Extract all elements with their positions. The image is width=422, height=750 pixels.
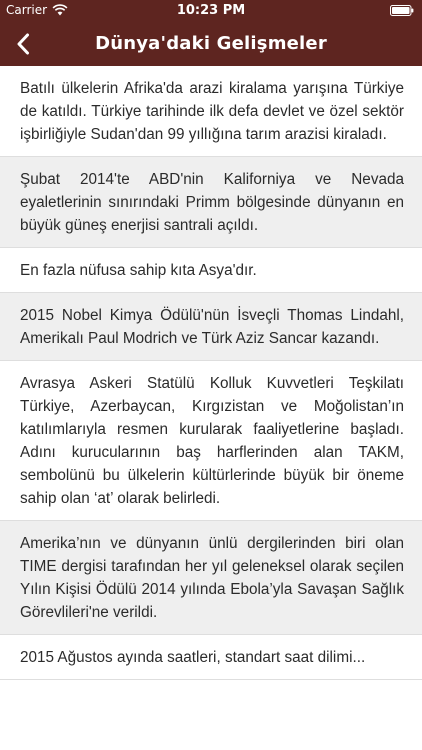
page-title: Dünya'daki Gelişmeler [95,33,327,54]
status-bar [0,0,422,22]
carrier-label: Carrier [6,3,48,17]
battery-icon [390,5,414,16]
navigation-bar [0,22,422,66]
news-list[interactable] [0,66,422,750]
list-item[interactable]: Avrasya Askeri Statülü Kolluk Kuvvetleri Teşkilatı Türkiye, Azerbaycan, Kırgızistan ve Moğolistan’ın katılımlarıyla resmen kurularak faaliyetlerine başladı. Adını kurucularının baş harflerinden alan TAKM, sembolünü bu ülkelerin kültürlerinde büyük bir öneme sahip olan ‘at’ olarak belirledi. [0,361,422,521]
status-time: 10:23 PM [176,3,246,18]
list-item[interactable]: En fazla nüfusa sahip kıta Asya'dır. [0,248,422,293]
list-item[interactable]: 2015 Nobel Kimya Ödülü'nün İsveçli Thomas Lindahl, Amerikalı Paul Modrich ve Türk Aziz Sancar kazandı. [0,293,422,361]
top-bar [0,0,422,66]
list-item[interactable]: 2015 Ağustos ayında saatleri, standart saat dilimi... [0,635,422,680]
list-item[interactable]: Batılı ülkelerin Afrika'da arazi kiralama yarışına Türkiye de katıldı. Türkiye tarihinde ilk defa devlet ve özel sektör işbirliğiyle Sudan'dan 99 yıllığına tarım arazisi kiraladı. [0,66,422,157]
list-item[interactable]: Amerika’nın ve dünyanın ünlü dergilerinden biri olan TIME dergisi tarafından her yıl geleneksel olarak seçilen Yılın Kişisi Ödülü 2014 yılında Ebola’yla Savaşan Sağlık Görevlileri'ne verildi. [0,521,422,635]
list-item[interactable]: Şubat 2014'te ABD'nin Kaliforniya ve Nevada eyaletlerinin sınırındaki Primm bölgesinde dünyanın en büyük güneş enerjisi santrali açıldı. [0,157,422,248]
